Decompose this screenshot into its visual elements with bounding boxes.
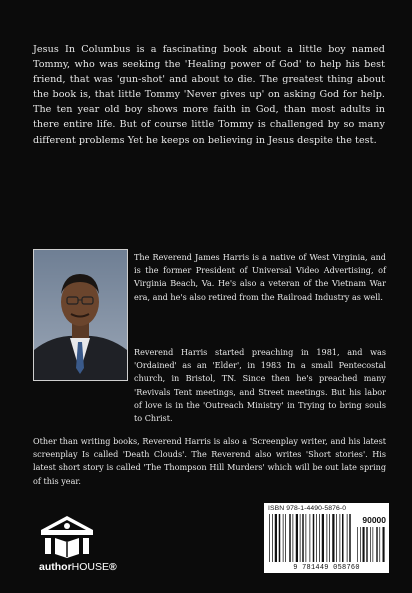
- barcode-bar: [329, 514, 330, 562]
- barcode-bar: [316, 514, 317, 562]
- barcode-bar: [340, 514, 341, 562]
- barcode-bar: [332, 514, 334, 562]
- isbn-barcode: [264, 503, 389, 573]
- barcode-bar: [349, 514, 351, 562]
- barcode-bar: [306, 514, 307, 562]
- barcode-digits: 9 781449 058760: [293, 564, 360, 572]
- author-portrait-image: [34, 250, 127, 380]
- barcode-bar: [269, 514, 270, 562]
- barcode-bars: [264, 503, 389, 573]
- publisher-registered-mark: ®: [109, 561, 117, 573]
- barcode-bar: [313, 514, 315, 562]
- author-bio-paragraph-3: Other than writing books, Reverend Harris is also a 'Screenplay writer, and his latest screenplay Is called 'Death Clouds'. The Reverend also writes 'Short stories'. His latest short story is called 'The Thompson Hill Murders' which will be out late spring of this year.: [33, 436, 386, 486]
- isbn-number: ISBN 978-1-4490-5876-0: [268, 505, 347, 512]
- publisher-name-house: HOUSE: [71, 561, 110, 573]
- barcode-bar: [300, 514, 301, 562]
- barcode-bar: [289, 514, 291, 562]
- barcode-bar: [347, 514, 348, 562]
- barcode-price-bar: [363, 527, 365, 562]
- author-bio-paragraph-1: The Reverend James Harris is a native of West Virginia, and is the former President of Universal Video Advertising, of Virginia Beach, Va. He's also a veteran of the Vietnam War era, and he's also retired from the Railroad Industry as well.: [134, 252, 386, 302]
- barcode-bar: [272, 514, 273, 562]
- barcode-bar: [336, 514, 337, 562]
- barcode-price-bar: [376, 527, 377, 562]
- barcode-bar: [279, 514, 281, 562]
- barcode-bar: [293, 514, 294, 562]
- barcode-bar: [322, 514, 324, 562]
- barcode-price-bar: [360, 527, 361, 562]
- publisher-name-author: author: [39, 561, 72, 573]
- author-photo: [33, 249, 128, 381]
- book-house-icon: [37, 514, 97, 558]
- author-bio-paragraph-2: Reverend Harris started preaching in 1981, and was 'Ordained' as an 'Elder', in 1983 In a small Pentecostal church, in Bristol, TN. Since then he's preached many 'Revivals Tent meetings, and Street meetings. But his labor of love is in the 'Outreach Ministry' in Trying to bring souls to Christ.: [134, 347, 386, 424]
- barcode-price-bar: [370, 527, 371, 562]
- price-code: 90000: [362, 515, 386, 525]
- barcode-bar: [283, 514, 284, 562]
- barcode-price-bar: [373, 527, 374, 562]
- barcode-bar: [327, 514, 328, 562]
- barcode-bar: [285, 514, 286, 562]
- barcode-bar: [310, 514, 311, 562]
- barcode-bar: [275, 514, 277, 562]
- barcode-price-bar: [366, 527, 367, 562]
- barcode-bar: [319, 514, 320, 562]
- publisher-name: [39, 561, 117, 573]
- back-cover-blurb: Jesus In Columbus is a fascinating book about a little boy named Tommy, who was seeking the 'Healing power of God' to help his best friend, that was 'gun-shot' and about to die. The greatest thing about the book is, that little Tommy 'Never gives up' on asking God for help. The ten year old boy shows more faith in God, than most adults in there entire life. But of course little Tommy is challenged by so many different problems Yet he keeps on believing in Jesus despite the test.: [33, 44, 385, 146]
- barcode-price-bar: [357, 527, 358, 562]
- barcode-price-bar: [379, 527, 380, 562]
- barcode-bar: [342, 514, 344, 562]
- barcode-bar: [302, 514, 304, 562]
- barcode-price-bar: [383, 527, 385, 562]
- barcode-bar: [296, 514, 298, 562]
